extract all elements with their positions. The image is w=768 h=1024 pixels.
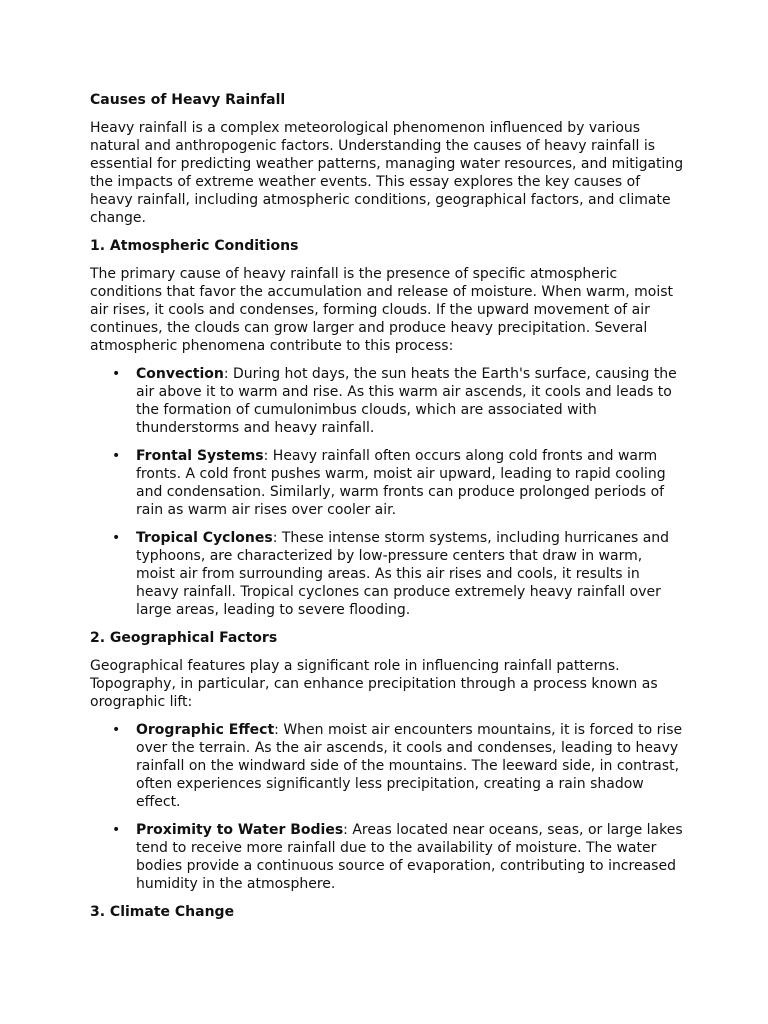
- bullet-glyph: •: [112, 366, 121, 382]
- intro-paragraph: Heavy rainfall is a complex meteorological phenomenon influenced by various natural and anthropogenic factors. Understanding the causes of heavy rainfall is essential for predicting weather patterns, managing water resources, and mitigating the impacts of extreme weather events. This essay explores the key causes of heavy rainfall, including atmospheric conditions, geographical factors, and climate change.: [90, 120, 684, 226]
- bullet-glyph: •: [112, 722, 121, 738]
- bullet-text: : Areas located near oceans, seas, or large lakes tend to receive more rainfall due to the availability of moisture. The water bodies provide a continuous source of evaporation, contributing to increased humidity in the atmosphere.: [136, 822, 683, 892]
- bullet-text: : Heavy rainfall often occurs along cold fronts and warm fronts. A cold front pushes warm, moist air upward, leading to rapid cooling and condensation. Similarly, warm fronts can produce prolonged periods of rain as warm air rises over cooler air.: [136, 448, 666, 518]
- bullet-glyph: •: [112, 822, 121, 838]
- bullet-term: Tropical Cyclones: [136, 530, 273, 546]
- list-item: [90, 721, 684, 811]
- document-page: [90, 91, 684, 931]
- section-paragraph-atmospheric-conditions: The primary cause of heavy rainfall is the presence of specific atmospheric conditions that favor the accumulation and release of moisture. When warm, moist air rises, it cools and condenses, forming clouds. If the upward movement of air continues, the clouds can grow larger and produce heavy precipitation. Several atmospheric phenomena contribute to this process:: [90, 266, 673, 354]
- bullet-term: Frontal Systems: [136, 448, 264, 464]
- section-paragraph-geographical-factors: Geographical features play a significant role in influencing rainfall patterns. Topography, in particular, can enhance precipitation through a process known as orographic lift:: [90, 658, 658, 710]
- bullet-term: Proximity to Water Bodies: [136, 822, 344, 838]
- bullet-term: Orographic Effect: [136, 722, 275, 738]
- list-item: [90, 447, 684, 519]
- bullet-term: Convection: [136, 366, 224, 382]
- section-heading-geographical-factors: 2. Geographical Factors: [90, 630, 278, 646]
- bullet-list-geographical: [90, 721, 684, 893]
- bullet-glyph: •: [112, 530, 121, 546]
- bullet-glyph: •: [112, 448, 121, 464]
- list-item: [90, 821, 684, 893]
- bullet-text: : During hot days, the sun heats the Earth's surface, causing the air above it to warm and rise. As this warm air ascends, it cools and leads to the formation of cumulonimbus clouds, which are associated with thunderstorms and heavy rainfall.: [136, 366, 677, 436]
- list-item: [90, 529, 684, 619]
- section-heading-climate-change: 3. Climate Change: [90, 904, 235, 920]
- bullet-text: : These intense storm systems, including hurricanes and typhoons, are characterized by low-pressure centers that draw in warm, moist air from surrounding areas. As this air rises and cools, it results in heavy rainfall. Tropical cyclones can produce extremely heavy rainfall over large areas, leading to severe flooding.: [136, 530, 670, 618]
- bullet-list-atmospheric: [90, 365, 684, 619]
- bullet-text: : When moist air encounters mountains, it is forced to rise over the terrain. As the air ascends, it cools and condenses, leading to heavy rainfall on the windward side of the mountains. The leeward side, in contrast, often experiences significantly less precipitation, creating a rain shadow effect.: [136, 722, 683, 810]
- document-title: Causes of Heavy Rainfall: [90, 92, 286, 108]
- section-heading-atmospheric-conditions: 1. Atmospheric Conditions: [90, 238, 299, 254]
- list-item: [90, 365, 684, 437]
